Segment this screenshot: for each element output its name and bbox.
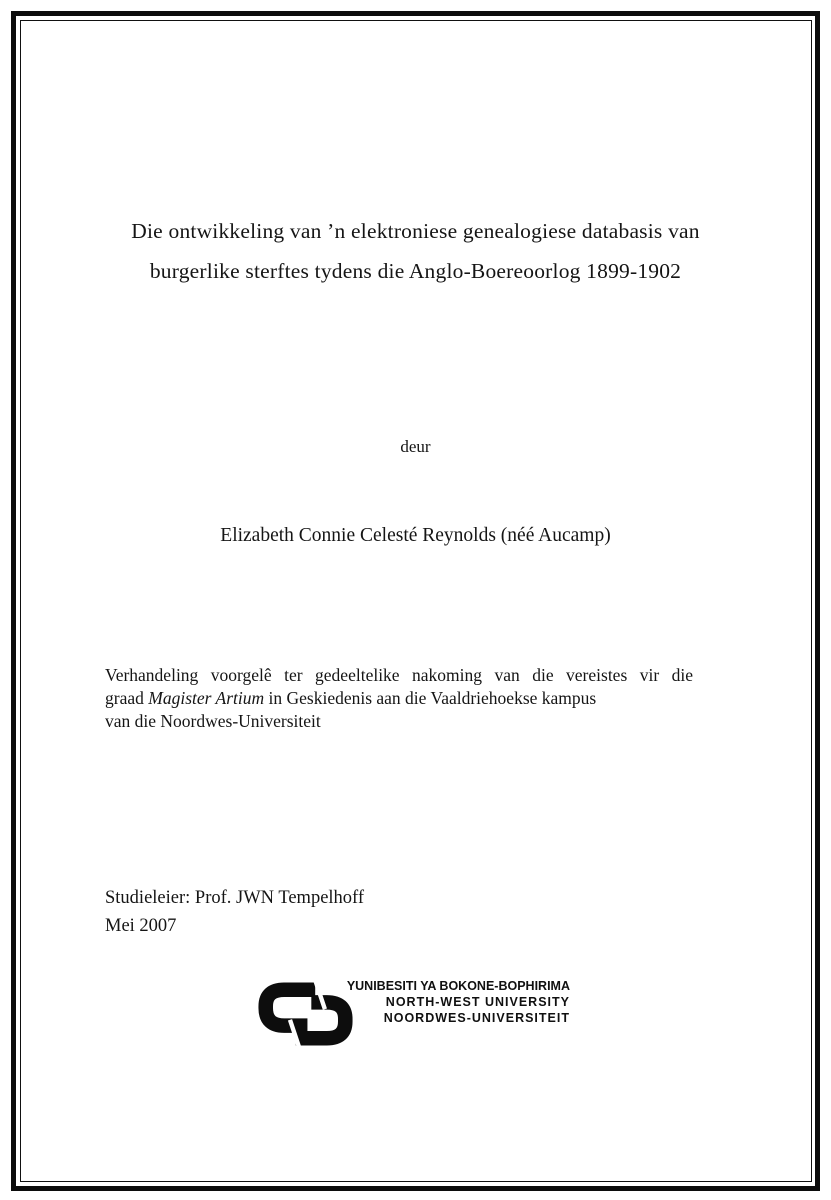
- date-line: Mei 2007: [105, 916, 177, 936]
- university-name-english: NORTH-WEST UNIVERSITY: [385, 995, 570, 1009]
- submission-line2: [105, 687, 693, 710]
- thesis-title-line2: burgerlike sterftes tydens die Anglo-Boereoorlog 1899-1902: [149, 259, 682, 283]
- university-name-afrikaans: NOORDWES-UNIVERSITEIT: [383, 1011, 570, 1025]
- submission-statement: [105, 664, 693, 734]
- university-logo: [257, 974, 577, 1054]
- thesis-title: [60, 211, 771, 291]
- university-logo-text: [320, 978, 570, 1026]
- byline-label: deur: [400, 437, 431, 456]
- submission-line1: Verhandeling voorgelê ter gedeeltelike nakoming van die vereistes vir die: [105, 665, 693, 685]
- submission-line3: van die Noordwes-Universiteit: [105, 711, 321, 732]
- submission-line2-post: in Geskiedenis aan die Vaaldriehoekse kampus: [264, 688, 597, 709]
- supervisor-line: Studieleier: Prof. JWN Tempelhoff: [105, 888, 365, 908]
- thesis-title-line1: Die ontwikkeling van ’n elektroniese genealogiese databasis van: [131, 219, 700, 243]
- university-name-setswana: YUNIBESITI YA BOKONE-BOPHIRIMA: [346, 979, 570, 993]
- degree-name: Magister Artium: [148, 688, 265, 709]
- submission-line2-pre: graad: [105, 688, 149, 709]
- supervisor-block: [105, 884, 364, 940]
- author-name: Elizabeth Connie Celesté Reynolds (néé Aucamp): [220, 525, 611, 546]
